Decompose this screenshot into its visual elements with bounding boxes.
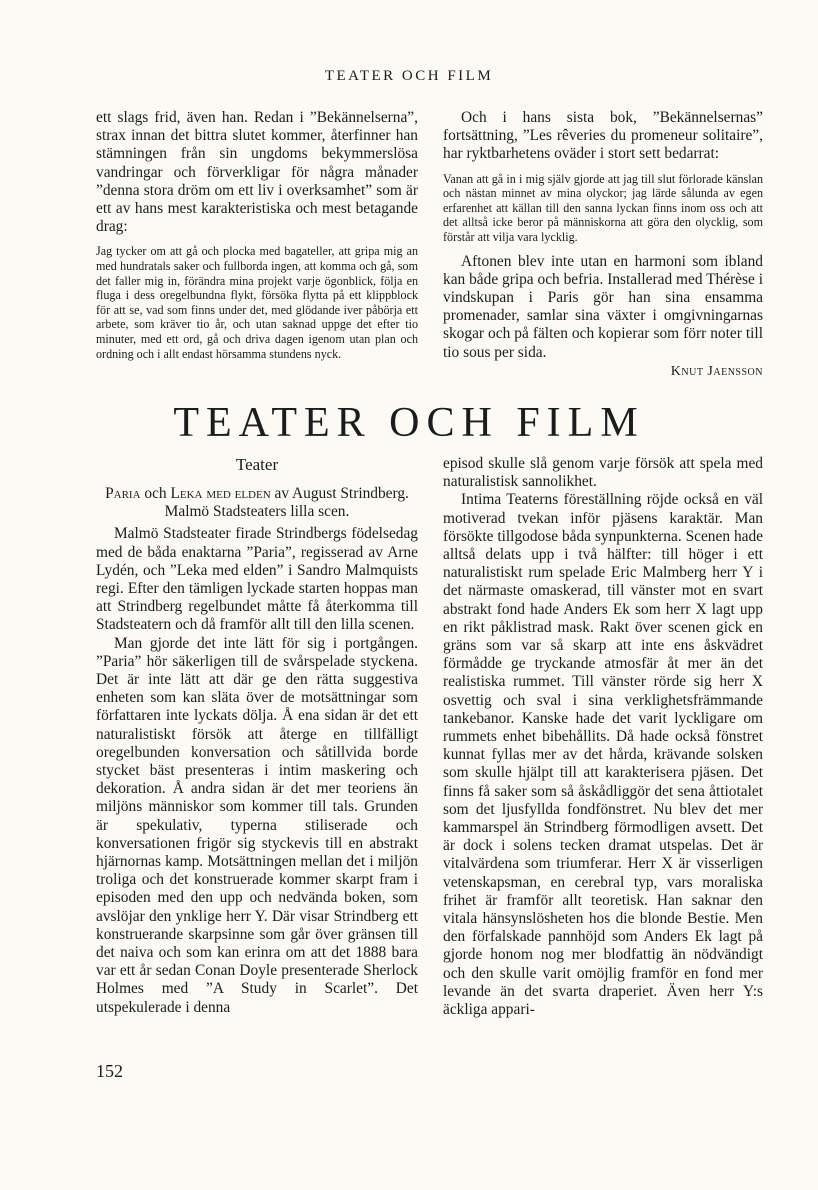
section-title: TEATER OCH FILM bbox=[173, 400, 645, 446]
paragraph: Intima Teaterns föreställning röjde också en väl motiverad tvekan inför pjäsens karaktär. Man försökte tillgodose båda synpunkterna. Scenen hade alltså delats upp i två hälfter: till höger i ett naturalistiskt rum spelade Eric Malmberg herr Y i det närmaste omaskerad, till vänster mot en svart abstrakt fond hade Anders Ek som herr X lagt upp en rikt påklistrad mask. Rakt över scenen gick en gräns som var så skarp att inte ens åskvädret förmådde ge tryckande atmosfär åt mer än det realistiska rummet. Till vänster rörde sig herr X osvettig och sval i sina verklighetsfrämmande tankebanor. Kanske hade det varit lyckligare om rummets enhet bibehållits. Då hade också fönstret kunnat fyllas mer av det hårda, krävande solsken som skulle hjälpt till att karakterisera pjäsen. Det finns få saker som så åskådliggör det sena åttiotalet som det ljusfyllda fondfönstret. Nu blev det mer kammarspel än Strindberg förmodligen avsett. Det är dock i solens tecken dramat utspelas. Det är vitalvärdena som triumferar. Herr X är visserligen vetenskapsman, en cerebral typ, vars moraliska frihet är framför allt teoretisk. Han saknar den vitala hänsynslösheten hos die blonde Bestie. Men den förfalskade pannhöjd som Anders Ek lagt på gjorde honom nog mer blodfattig än nödvändigt och den skulle varit omöjlig framför en fond mer levande än det svarta draperiet. Även herr Y:s äckliga appari- bbox=[443, 491, 763, 1019]
block-quote: Vanan att gå in i mig själv gjorde att jag till slut förlorade känslan och nästan minnet av mina olyckor; jag lärde sålunda av egen erfarenhet att källan till den sanna lyckan finns inom oss och att det alltså icke beror på människorna att göra den olycklig, som förstår att vilja vara lycklig. bbox=[443, 171, 763, 244]
block-quote: Jag tycker om att gå och plocka med bagateller, att gripa mig an med hundratals saker och fullborda ingen, att komma och gå, som det faller mig in, förändra mina projekt varje ögonblick, följa en fluga i dess oregelbundna flykt, försöka flytta på ett klippblock för att se, vad som finns under det, med glödande iver påbörja ett arbete, som kräver tio år, och utan saknad uppge det efter tio minuter, med ett ord, gå och driva dagen igenom utan plan och ordning och i allt endast hörsamma stundens nyck. bbox=[96, 244, 418, 361]
play-info bbox=[96, 485, 418, 521]
play-title: Leka med elden bbox=[170, 485, 271, 502]
paragraph: Aftonen blev inte utan en harmoni som ibland kan både gripa och befria. Installerad med Thérèse i vindskupan i Paris gör han sina ensamma promenader, samlar sina växter i omgivningarnas skogar och på fälten och kopierar som förr noter till tio sous per sida. bbox=[443, 252, 763, 361]
running-head: TEATER OCH FILM bbox=[324, 68, 494, 84]
column-top-left bbox=[96, 109, 418, 369]
page-number: 152 bbox=[96, 1061, 123, 1081]
subsection-heading: Teater bbox=[235, 455, 279, 474]
paragraph: Malmö Stadsteater firade Strindbergs födelsedag med de båda enaktarna ”Paria”, regisserad av Arne Lydén, och ”Leka med elden” i Sandro Malmquists regi. Efter den tämligen lyckade starten hoppas man att Strindberg regelbundet måtte få återkomma till Stadsteatern och då framför allt till den lilla scenen. bbox=[96, 525, 418, 634]
paragraph: Man gjorde det inte lätt för sig i portgången. ”Paria” hör säkerligen till de svårspelade styckena. Det är inte lätt att där ge den rätta suggestiva enheten som kan släta över de motsättningar som författaren inte lyckats dölja. Å ena sidan är det ett naturalistiskt försök att återge en tillfälligt oregelbunden konversation och såtillvida borde stycket bäst presenteras i intim maskering och dekoration. Å andra sidan är det mer teoriens än miljöns människor som kommer till tals. Grunden är spekulativ, typerna stiliserade och konversationen frigör sig styckevis till en abstrakt hjärnornas kamp. Motsättningen mellan det i miljön troliga och det konstruerade kommer skarpt fram i episoden med den upp och nedvända boken, som avslöjar den ynklige herr Y. Där visar Strindberg ett konstruerande skarpsinne som går över gränsen till det naiva och som kan erinra om att det 1888 bara var ett år sedan Conan Doyle presenterade Sherlock Holmes med ”A Study in Scarlet”. Det utspekulerade i denna bbox=[96, 634, 418, 1016]
play-title: Paria bbox=[105, 485, 141, 502]
paragraph: Och i hans sista bok, ”Bekännelsernas” fortsättning, ”Les rêveries du promeneur solitaire”, har ryktbarhetens oväder i stort sett bedarrat: bbox=[443, 109, 763, 163]
column-bottom-right bbox=[443, 455, 763, 1019]
author-signature: Knut Jaensson bbox=[670, 363, 763, 379]
play-conjunction: och bbox=[140, 485, 171, 502]
column-top-right bbox=[443, 109, 763, 380]
paragraph: episod skulle slå genom varje försök att spela med naturalistisk sannolikhet. bbox=[443, 455, 763, 491]
paragraph: ett slags frid, även han. Redan i ”Bekännelserna”, strax innan det bittra slutet kommer, återfinner han stämningen från sin ungdoms bekymmerslösa vandringar och förverkligar för några månader ”denna stora dröm om ett liv i overksamhet” som är ett av hans mest karakteristiska och mest betagande drag: bbox=[96, 109, 418, 236]
play-details: av August Strindberg. Malmö Stadsteaters lilla scen. bbox=[164, 485, 409, 521]
column-bottom-left bbox=[96, 455, 418, 1017]
